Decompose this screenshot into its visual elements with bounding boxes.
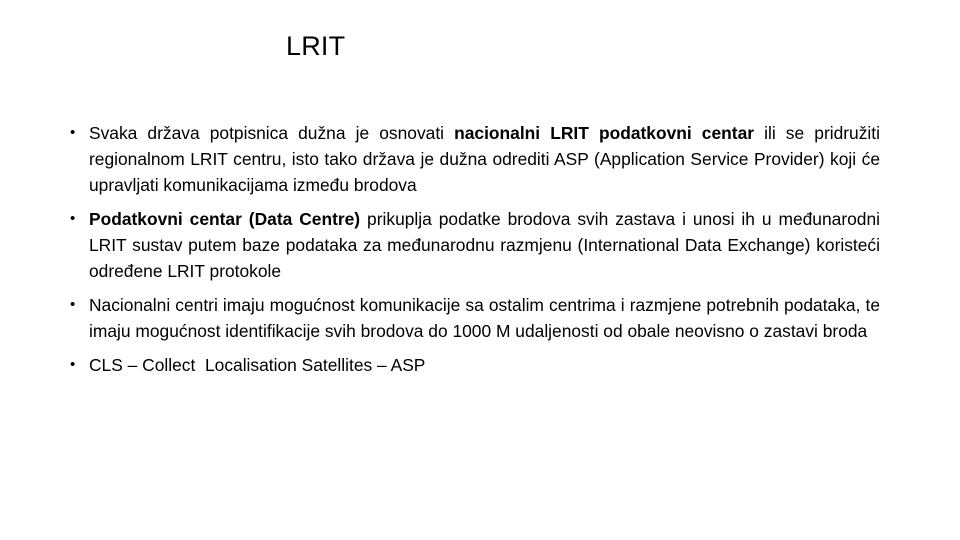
bullet-1-text-b: ili se pridružiti regionalnom LRIT centru, isto tako država je dužna odrediti ASP (Application Service Provider) koji će upravljati komunikacijama između brodova <box>89 123 880 195</box>
bullet-item-1 <box>70 120 880 198</box>
bullet-2-text-bold: Podatkovni centar (Data Centre) <box>89 209 361 229</box>
slide-title: LRIT <box>286 31 346 61</box>
bullet-dot-icon: • <box>70 356 76 373</box>
bullet-4-text: CLS – Collect Localisation Satellites – ASP <box>89 355 426 375</box>
bullet-1-text-a: Svaka država potpisnica dužna je osnovati <box>89 123 455 143</box>
bullet-list <box>70 120 880 386</box>
bullet-item-3 <box>70 292 880 344</box>
bullet-dot-icon: • <box>70 210 76 227</box>
bullet-item-2 <box>70 206 880 284</box>
bullet-dot-icon: • <box>70 124 76 141</box>
bullet-2-text-a: prikuplja podatke brodova svih zastava i unosi ih u međunarodni LRIT sustav putem baze podataka za međunarodnu razmjenu (International Data Exchange) koristeći određene LRIT protokole <box>89 209 880 281</box>
bullet-3-text: Nacionalni centri imaju mogućnost komunikacije sa ostalim centrima i razmjene potrebnih podataka, te imaju mogućnost identifikacije svih brodova do 1000 M udaljenosti od obale neovisno o zastavi broda <box>89 295 880 341</box>
bullet-1-text-bold: nacionalni LRIT podatkovni centar <box>454 123 755 143</box>
bullet-dot-icon: • <box>70 296 76 313</box>
bullet-item-4 <box>70 352 880 378</box>
